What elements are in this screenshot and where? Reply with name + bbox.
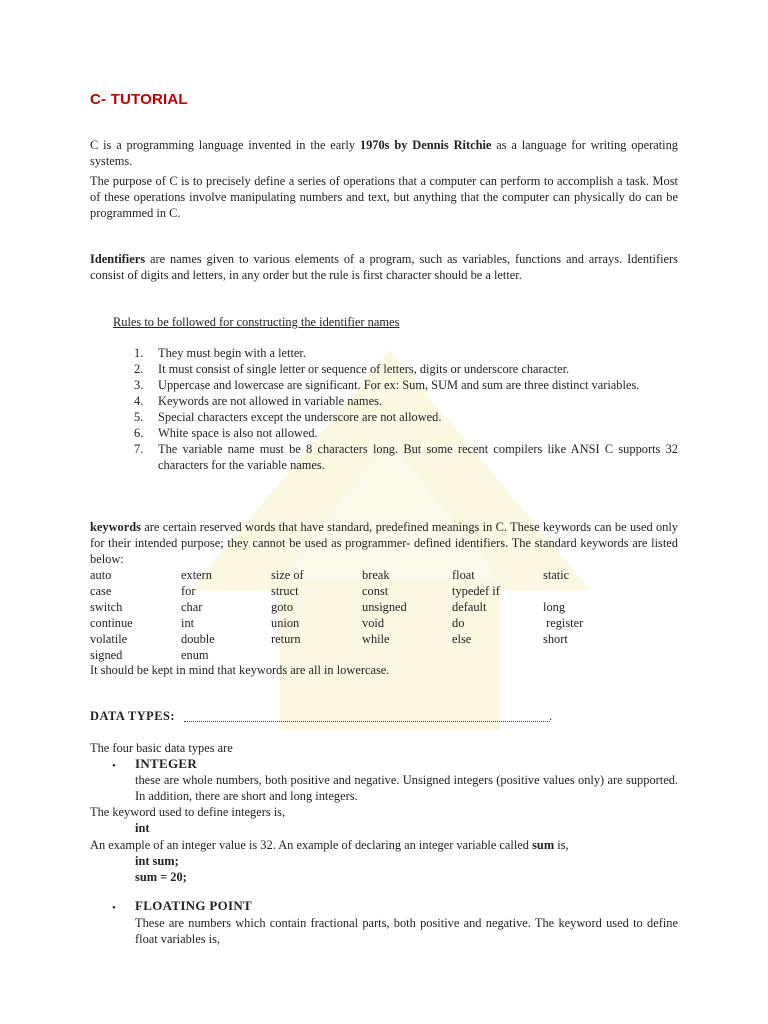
data-types-heading: DATA TYPES: (90, 709, 176, 723)
rule-number: 5. (134, 410, 144, 424)
keyword-cell: union (271, 616, 300, 630)
bullet-icon: • (112, 760, 116, 772)
rule-text: Special characters except the underscore are not allowed. (158, 410, 442, 424)
keyword-cell: continue (90, 616, 133, 630)
keyword-cell: double (181, 632, 215, 646)
identifiers-term: Identifiers (90, 252, 146, 266)
keywords-row (90, 647, 633, 663)
keyword-cell: size of (271, 568, 304, 582)
keyword-cell: return (271, 632, 301, 646)
keyword-cell: default (452, 600, 487, 614)
rule-item (90, 393, 678, 409)
keywords-paragraph (90, 519, 678, 567)
rule-number: 1. (134, 346, 144, 360)
keywords-row (90, 615, 633, 631)
heading-end-dot: . (549, 709, 553, 723)
rules-list (90, 345, 678, 473)
keyword-cell: int (181, 616, 195, 630)
rule-number: 2. (134, 362, 144, 376)
rule-number: 4. (134, 394, 144, 408)
keywords-row (90, 631, 633, 647)
keywords-term: keywords (90, 520, 141, 534)
keyword-cell: while (362, 632, 390, 646)
rule-item (90, 377, 678, 393)
integer-heading: INTEGER (135, 756, 198, 771)
integer-example (90, 837, 569, 853)
rule-item (90, 441, 678, 473)
keywords-row (90, 583, 633, 599)
keyword-cell (543, 647, 633, 663)
floating-point-heading: FLOATING POINT (135, 898, 252, 913)
intro-text-end: as a language for writing operating systems. (90, 138, 678, 168)
integer-example-text: An example of an integer value is 32. An example of declaring an integer variable called (90, 838, 533, 852)
keyword-cell: goto (271, 600, 294, 614)
keyword-cell (362, 647, 452, 663)
keywords-note: It should be kept in mind that keywords are all in lowercase. (90, 663, 390, 677)
rule-number: 6. (134, 426, 144, 440)
code-line: int sum; (135, 854, 179, 868)
keyword-cell: switch (90, 600, 123, 614)
heading-dotted-rule (184, 721, 550, 722)
intro-paragraph (90, 137, 678, 169)
keyword-cell: register (543, 616, 584, 630)
keyword-cell: signed (90, 648, 123, 662)
keyword-cell: case (90, 584, 112, 598)
keywords-row (90, 567, 633, 583)
rule-item (90, 409, 678, 425)
keyword-cell: do (452, 616, 465, 630)
keyword-cell: for (181, 584, 196, 598)
keyword-cell: volatile (90, 632, 128, 646)
keyword-cell: else (452, 632, 472, 646)
purpose-paragraph: The purpose of C is to precisely define a series of operations that a computer can perform to accomplish a task. Most of these operations involve manipulating numbers and text, but anything that the computer can physically do can be programmed in C. (90, 174, 678, 220)
integer-example-variable: sum (532, 838, 555, 852)
keywords-row (90, 599, 633, 615)
keywords-definition: are certain reserved words that have standard, predefined meanings in C. These keywords can be used only for their intended purpose; they cannot be used as programmer- defined identifiers. The standard keywords are listed below: (90, 520, 678, 566)
rules-heading: Rules to be followed for constructing the identifier names (113, 315, 400, 329)
integer-keyword: int (135, 821, 150, 835)
rule-item (90, 345, 678, 361)
rule-item (90, 361, 678, 377)
keyword-cell: short (543, 632, 568, 646)
keyword-cell: const (362, 584, 389, 598)
keyword-cell: long (543, 600, 566, 614)
floating-point-description: These are numbers which contain fractional parts, both positive and negative. The keyword used to define float variables is, (135, 916, 678, 946)
keyword-cell: struct (271, 584, 299, 598)
keyword-cell: static (543, 568, 570, 582)
keyword-cell: float (452, 568, 475, 582)
integer-keyword-line: The keyword used to define integers is, (90, 805, 286, 819)
identifiers-definition: are names given to various elements of a program, such as variables, functions and arrays. Identifiers consist of digits and letters, in any order but the rule is first character should be a letter. (90, 252, 678, 282)
keyword-cell: unsigned (362, 600, 407, 614)
integer-description: these are whole numbers, both positive and negative. Unsigned integers (positive values only) are supported. In addition, there are short and long integers. (135, 773, 678, 803)
integer-example-end: is, (554, 838, 569, 852)
rule-text: It must consist of single letter or sequence of letters, digits or underscore character. (158, 362, 570, 376)
keyword-cell: auto (90, 568, 112, 582)
keyword-cell (271, 647, 362, 663)
keyword-cell: char (181, 600, 203, 614)
keyword-cell: break (362, 568, 390, 582)
rule-text: They must begin with a letter. (158, 346, 306, 360)
page-title: C- TUTORIAL (90, 91, 188, 108)
keyword-cell: typedef if (452, 584, 500, 598)
rule-text: White space is also not allowed. (158, 426, 318, 440)
rule-text: Uppercase and lowercase are significant. For ex: Sum, SUM and sum are three distinct variables. (158, 378, 640, 392)
keyword-cell (543, 583, 633, 599)
keyword-cell: extern (181, 568, 212, 582)
keyword-cell: enum (181, 648, 209, 662)
intro-text-start: C is a programming language invented in the early (90, 138, 360, 152)
intro-highlight: 1970s by Dennis Ritchie (359, 138, 492, 152)
rule-text: The variable name must be 8 characters long. But some recent compilers like ANSI C supports 32 characters for the variable names. (158, 442, 678, 472)
code-line: sum = 20; (135, 870, 187, 884)
rule-number: 7. (134, 442, 144, 456)
rule-number: 3. (134, 378, 144, 392)
keywords-table (90, 567, 633, 663)
data-types-intro: The four basic data types are (90, 741, 233, 755)
identifiers-paragraph (90, 251, 678, 283)
bullet-icon: • (112, 902, 116, 914)
keyword-cell: void (362, 616, 385, 630)
keyword-cell (452, 647, 543, 663)
rule-text: Keywords are not allowed in variable names. (158, 394, 382, 408)
rule-item (90, 425, 678, 441)
